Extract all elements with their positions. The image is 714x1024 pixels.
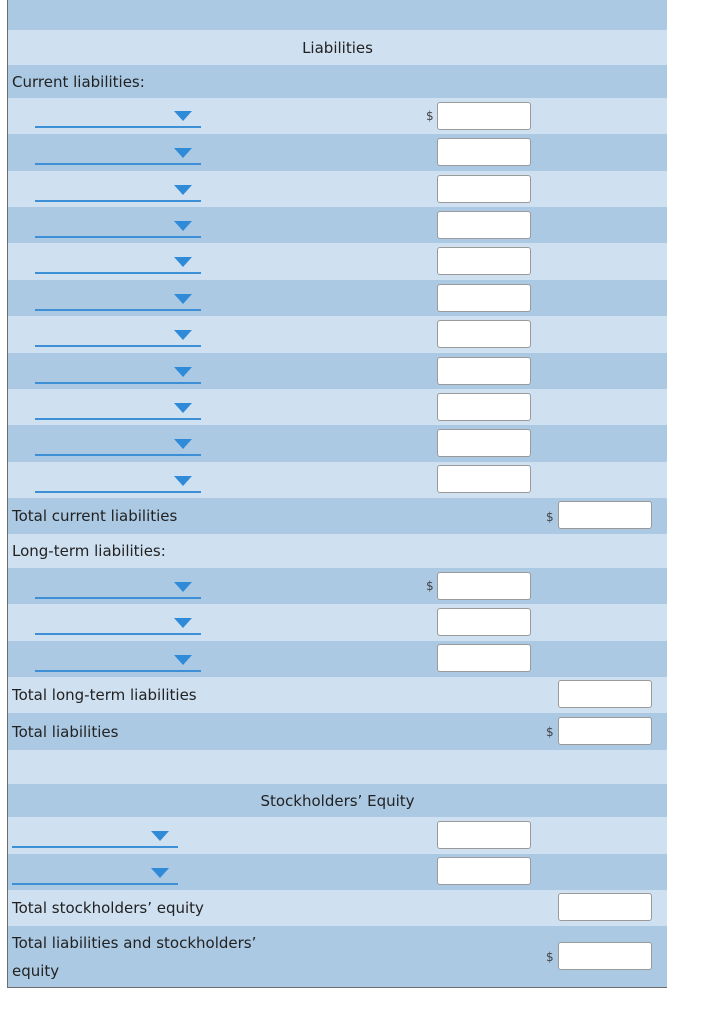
- current-liability-amount-input[interactable]: [437, 211, 531, 239]
- long-term-liability-account-dropdown[interactable]: [35, 609, 201, 635]
- blank-row: [8, 0, 667, 30]
- equity-header: Stockholders’ Equity: [260, 792, 415, 810]
- equity-account-dropdown[interactable]: [12, 859, 178, 885]
- long-term-liability-account-dropdown[interactable]: [35, 573, 201, 599]
- current-liability-row: [8, 316, 667, 353]
- chevron-down-icon: [174, 185, 192, 195]
- balance-sheet-liabilities-section: [7, 0, 667, 988]
- current-liability-row: [8, 280, 667, 316]
- long-term-liability-amount-input[interactable]: [437, 644, 531, 672]
- total-equity-row: [8, 890, 667, 926]
- total-liabilities-and-equity-label-line2: equity: [12, 962, 60, 980]
- total-long-term-liabilities-input[interactable]: [558, 680, 652, 708]
- dollar-sign: $: [546, 725, 554, 739]
- chevron-down-icon: [174, 655, 192, 665]
- current-liability-account-dropdown[interactable]: [35, 212, 201, 238]
- total-liabilities-label: Total liabilities: [12, 723, 119, 741]
- long-term-liability-amount-input[interactable]: [437, 608, 531, 636]
- current-liability-account-dropdown[interactable]: [35, 285, 201, 311]
- current-liability-amount-input[interactable]: [437, 429, 531, 457]
- current-liability-row: [8, 171, 667, 207]
- current-liability-amount-input[interactable]: [437, 102, 531, 130]
- long-term-liabilities-label-row: [8, 534, 667, 568]
- current-liability-row: [8, 389, 667, 425]
- current-liability-amount-input[interactable]: [437, 465, 531, 493]
- equity-account-dropdown[interactable]: [12, 822, 178, 848]
- dollar-sign: $: [426, 579, 434, 593]
- current-liability-account-dropdown[interactable]: [35, 321, 201, 347]
- current-liability-amount-input[interactable]: [437, 284, 531, 312]
- total-liabilities-row: [8, 713, 667, 750]
- chevron-down-icon: [174, 367, 192, 377]
- current-liability-row: [8, 462, 667, 498]
- total-liabilities-and-equity-input[interactable]: [558, 942, 652, 970]
- total-current-liabilities-label: Total current liabilities: [12, 507, 178, 525]
- long-term-liability-row: [8, 641, 667, 677]
- long-term-liability-account-dropdown[interactable]: [35, 646, 201, 672]
- total-long-term-liabilities-label: Total long-term liabilities: [12, 686, 197, 704]
- chevron-down-icon: [174, 330, 192, 340]
- current-liability-amount-input[interactable]: [437, 393, 531, 421]
- current-liability-amount-input[interactable]: [437, 247, 531, 275]
- dollar-sign: $: [546, 950, 554, 964]
- chevron-down-icon: [174, 403, 192, 413]
- liabilities-header: Liabilities: [302, 39, 373, 57]
- dollar-sign: $: [546, 510, 554, 524]
- chevron-down-icon: [174, 257, 192, 267]
- current-liability-amount-input[interactable]: [437, 138, 531, 166]
- current-liability-row: [8, 425, 667, 462]
- chevron-down-icon: [174, 618, 192, 628]
- equity-header-row: [8, 784, 667, 817]
- long-term-liability-amount-input[interactable]: [437, 572, 531, 600]
- current-liabilities-label: Current liabilities:: [12, 73, 145, 91]
- equity-row: [8, 817, 667, 854]
- total-equity-input[interactable]: [558, 893, 652, 921]
- current-liability-account-dropdown[interactable]: [35, 248, 201, 274]
- current-liability-account-dropdown[interactable]: [35, 102, 201, 128]
- chevron-down-icon: [174, 439, 192, 449]
- current-liability-row: [8, 207, 667, 243]
- current-liability-account-dropdown[interactable]: [35, 430, 201, 456]
- total-liabilities-input[interactable]: [558, 717, 652, 745]
- current-liability-row: [8, 98, 667, 134]
- current-liabilities-label-row: [8, 65, 667, 98]
- liabilities-header-row: [8, 30, 667, 65]
- current-liability-row: [8, 243, 667, 280]
- current-liability-account-dropdown[interactable]: [35, 358, 201, 384]
- current-liability-account-dropdown[interactable]: [35, 176, 201, 202]
- current-liability-account-dropdown[interactable]: [35, 467, 201, 493]
- total-liabilities-and-equity-row: [8, 926, 667, 987]
- total-liabilities-and-equity-label-line1: Total liabilities and stockholders’: [12, 934, 257, 952]
- current-liability-row: [8, 353, 667, 389]
- total-current-liabilities-input[interactable]: [558, 501, 652, 529]
- current-liability-amount-input[interactable]: [437, 357, 531, 385]
- chevron-down-icon: [151, 831, 169, 841]
- chevron-down-icon: [174, 148, 192, 158]
- long-term-liability-row: [8, 604, 667, 641]
- dollar-sign: $: [426, 109, 434, 123]
- equity-row: [8, 854, 667, 890]
- chevron-down-icon: [174, 111, 192, 121]
- chevron-down-icon: [174, 476, 192, 486]
- current-liability-account-dropdown[interactable]: [35, 139, 201, 165]
- total-current-liabilities-row: [8, 498, 667, 534]
- long-term-liability-row: [8, 568, 667, 604]
- total-equity-label: Total stockholders’ equity: [12, 899, 204, 917]
- chevron-down-icon: [151, 868, 169, 878]
- chevron-down-icon: [174, 294, 192, 304]
- current-liability-amount-input[interactable]: [437, 320, 531, 348]
- chevron-down-icon: [174, 221, 192, 231]
- total-long-term-liabilities-row: [8, 677, 667, 713]
- equity-amount-input[interactable]: [437, 821, 531, 849]
- current-liability-amount-input[interactable]: [437, 175, 531, 203]
- blank-row: [8, 750, 667, 784]
- equity-amount-input[interactable]: [437, 857, 531, 885]
- chevron-down-icon: [174, 582, 192, 592]
- long-term-liabilities-label: Long-term liabilities:: [12, 542, 166, 560]
- current-liability-row: [8, 134, 667, 171]
- current-liability-account-dropdown[interactable]: [35, 394, 201, 420]
